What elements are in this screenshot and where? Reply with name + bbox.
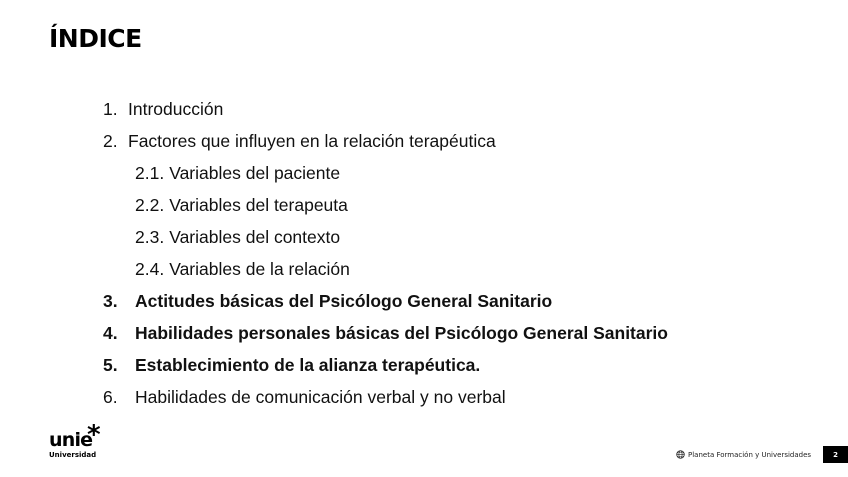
toc-number: 5. (103, 355, 118, 375)
toc-item-5[interactable] (103, 353, 668, 385)
toc-item-1[interactable] (103, 97, 668, 129)
page-title: ÍNDICE (49, 24, 142, 53)
toc-number: 2.3. (135, 227, 165, 247)
table-of-contents (103, 97, 668, 417)
toc-label: Actitudes básicas del Psicólogo General Sanitario (135, 291, 553, 311)
toc-label: Habilidades de comunicación verbal y no verbal (135, 387, 506, 407)
toc-number: 2.1. (135, 163, 165, 183)
toc-number: 6. (103, 387, 118, 407)
page-number: 2 (833, 450, 838, 459)
toc-item-4[interactable] (103, 321, 668, 353)
logo-wordmark: unie (49, 429, 93, 451)
unie-logo (49, 420, 119, 462)
toc-item-2-3[interactable] (103, 225, 668, 257)
toc-label: Variables del contexto (169, 227, 341, 247)
globe-icon (676, 450, 685, 459)
toc-number: 2. (103, 131, 118, 151)
toc-item-2-2[interactable] (103, 193, 668, 225)
toc-number: 1. (103, 99, 118, 119)
logo-star-icon: * (87, 420, 101, 450)
logo-subtitle: Universidad (49, 451, 97, 459)
toc-label: Variables de la relación (169, 259, 350, 279)
toc-number: 4. (103, 323, 118, 343)
toc-label: Variables del terapeuta (169, 195, 348, 215)
toc-label: Habilidades personales básicas del Psicólogo General Sanitario (135, 323, 668, 343)
toc-number: 2.4. (135, 259, 165, 279)
toc-item-6[interactable] (103, 385, 668, 417)
planeta-brand (676, 450, 811, 459)
toc-item-3[interactable] (103, 289, 668, 321)
toc-label: Factores que influyen en la relación terapéutica (128, 131, 496, 151)
page-number-badge (823, 446, 848, 463)
planeta-label: Planeta Formación y Universidades (688, 450, 812, 459)
toc-label: Introducción (128, 99, 224, 119)
toc-item-2-4[interactable] (103, 257, 668, 289)
toc-item-2-1[interactable] (103, 161, 668, 193)
toc-label: Establecimiento de la alianza terapéutica. (135, 355, 481, 375)
toc-number: 3. (103, 291, 118, 311)
toc-number: 2.2. (135, 195, 165, 215)
toc-label: Variables del paciente (169, 163, 341, 183)
toc-item-2[interactable] (103, 129, 668, 161)
